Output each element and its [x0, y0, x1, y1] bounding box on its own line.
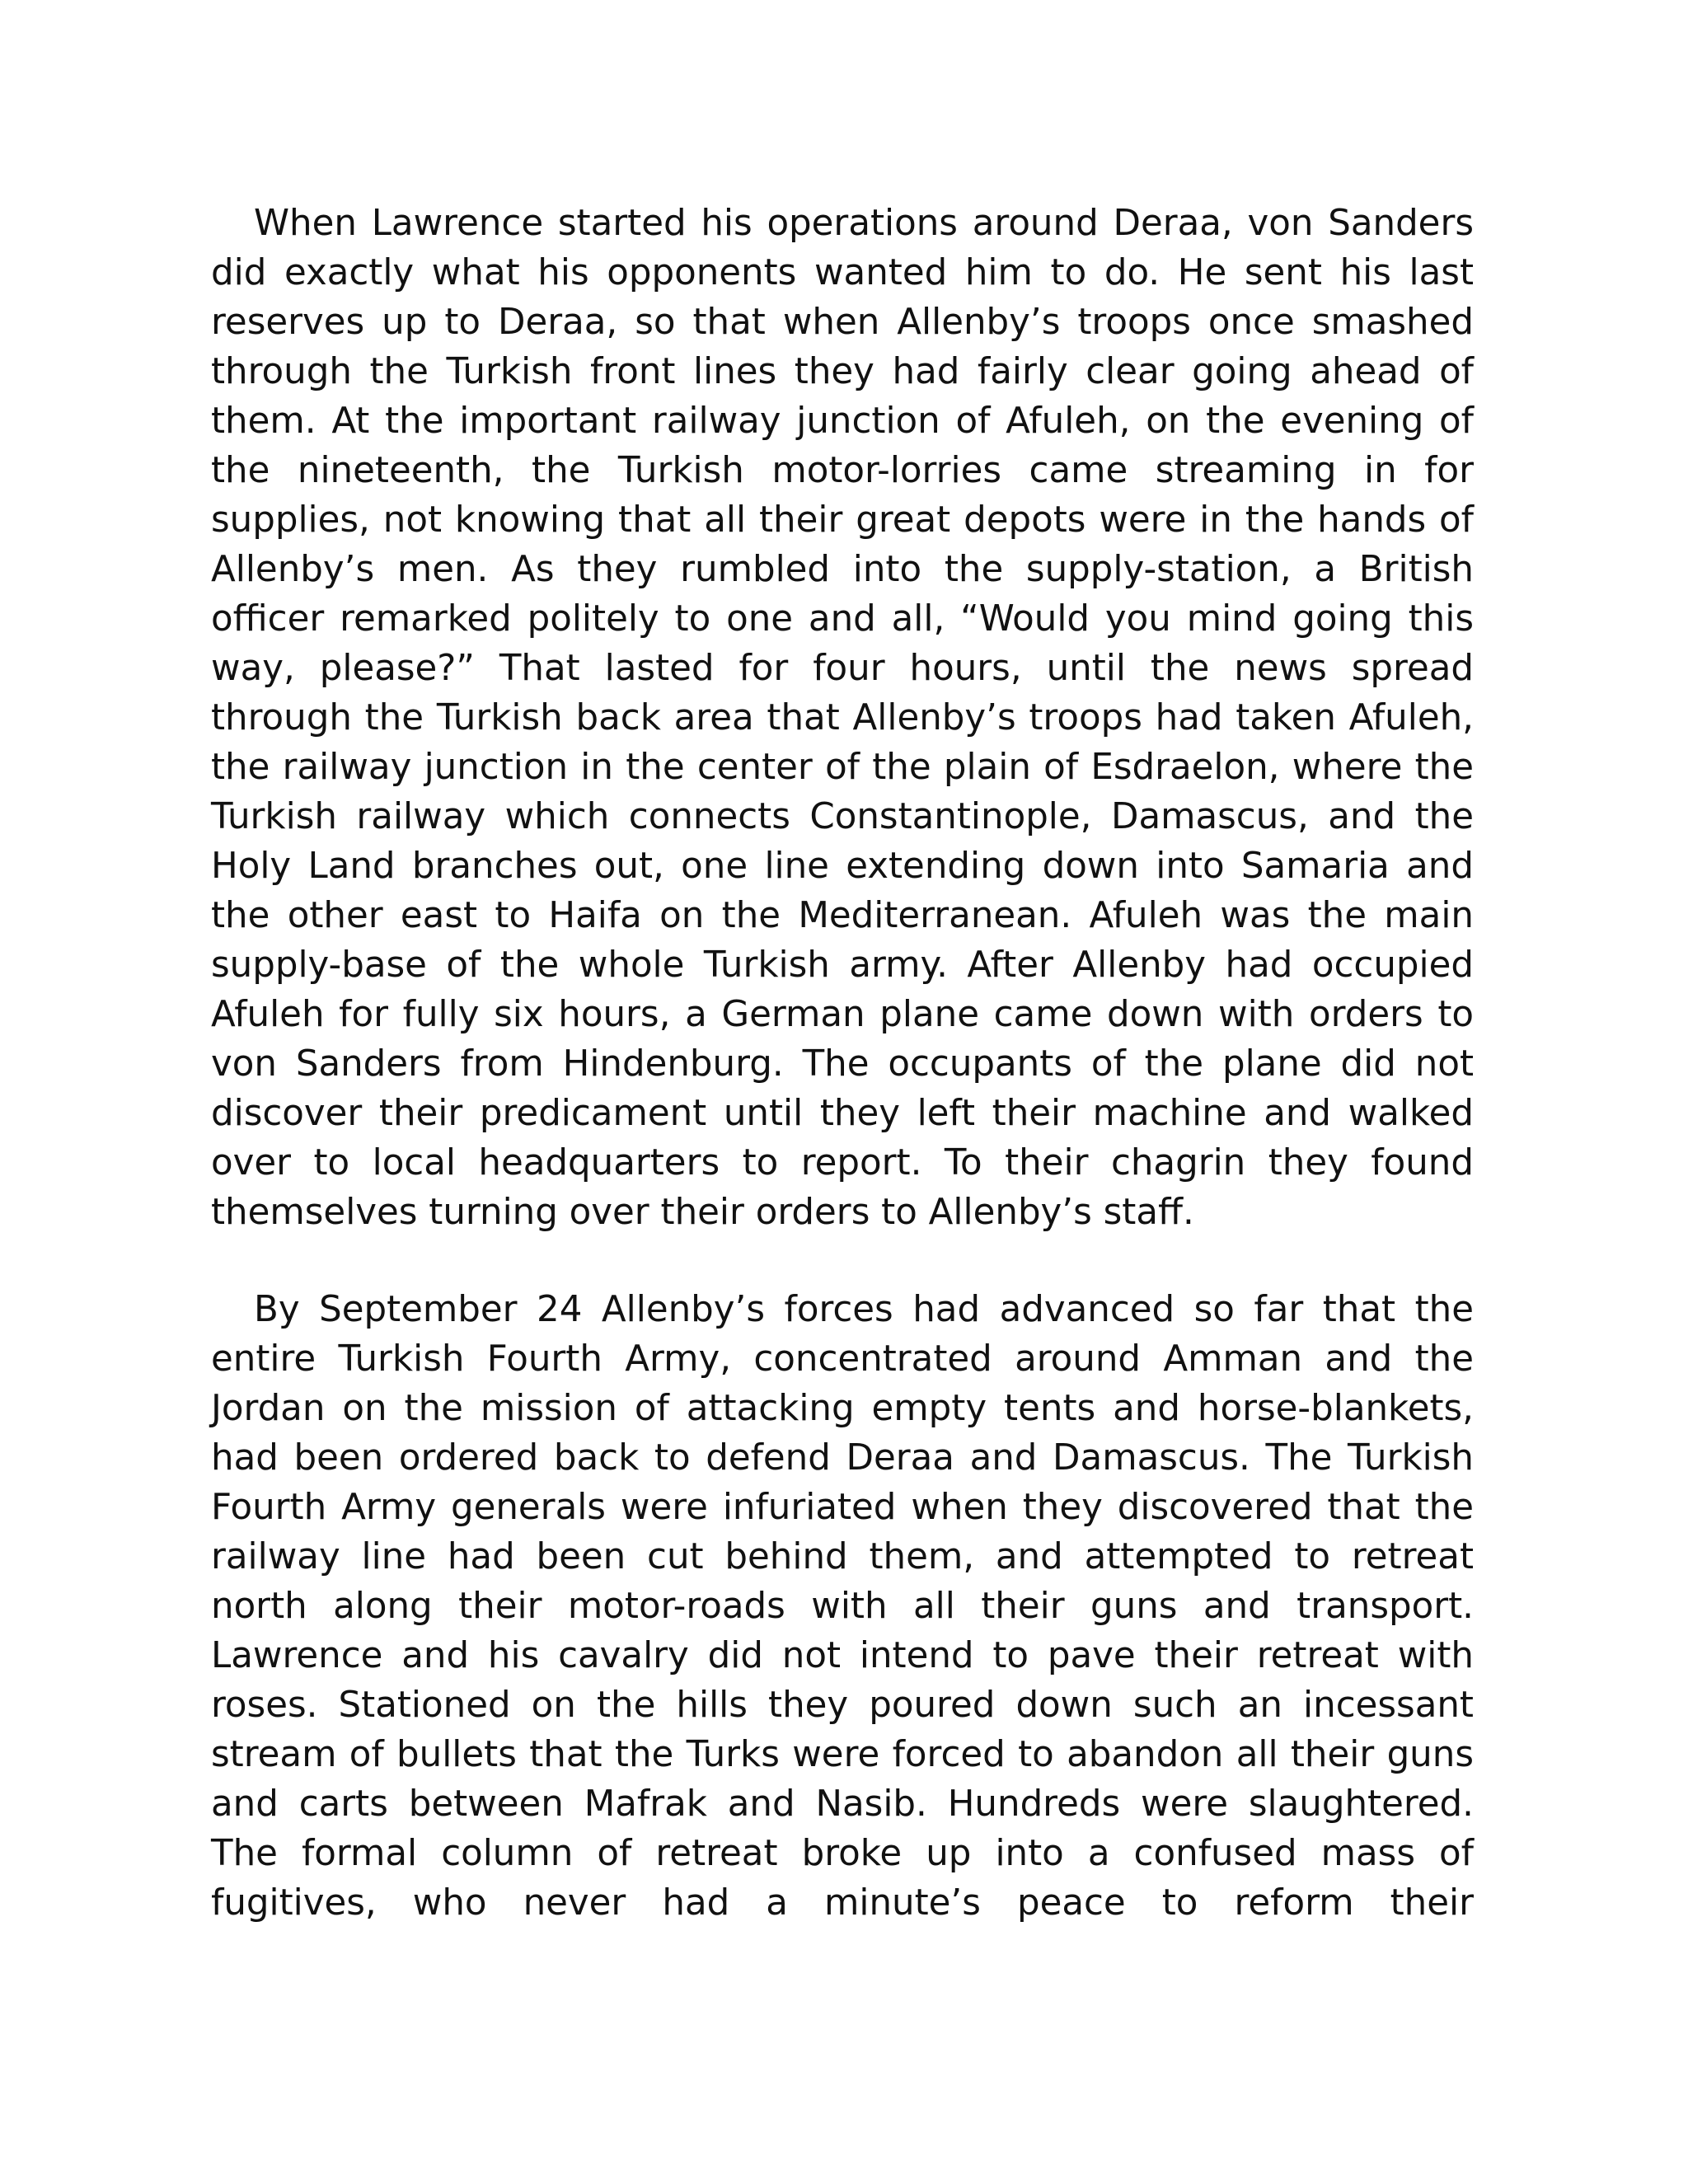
- paragraph-2: By September 24 Allenby’s forces had advanced so far that the entire Turkish Fourth Army, concentrated around Amman and the Jordan on the mission of attacking empty tents and horse-blankets, had been ordered back to defend Deraa and Damascus. The Turkish Fourth Army generals were infuriated when they discovered that the railway line had been cut behind them, and attempted to retreat north along their motor-roads with all their guns and transport. Lawrence and his cavalry did not intend to pave their retreat with roses. Stationed on the hills they poured down such an incessant stream of bullets that the Turks were forced to abandon all their guns and carts between Mafrak and Nasib. Hundreds were slaughtered. The formal column of retreat broke up into a confused mass of fugitives, who never had a minute’s peace to reform their: [211, 1289, 1474, 1924]
- body-text: [211, 199, 1474, 1928]
- paragraph-1: When Lawrence started his operations around Deraa, von Sanders did exactly what his opponents wanted him to do. He sent his last reserves up to Deraa, so that when Allenby’s troops once smashed through the Turkish front lines they had fairly clear going ahead of them. At the important railway junction of Afuleh, on the evening of the nineteenth, the Turkish motor-lorries came streaming in for supplies, not knowing that all their great depots were in the hands of Allenby’s men. As they rumbled into the supply-station, a British officer remarked politely to one and all, “Would you mind going this way, please?” That lasted for four hours, until the news spread through the Turkish back area that Allenby’s troops had taken Afuleh, the railway junction in the center of the plain of Esdraelon, where the Turkish railway which connects Constantinople, Damascus, and the Holy Land branches out, one line extending down into Samaria and the other east to Haifa on the Mediterranean. Afuleh was the main supply-base of the whole Turkish army. After Allenby had occupied Afuleh for fully six hours, a German plane came down with orders to von Sanders from Hindenburg. The occupants of the plane did not discover their predicament until they left their machine and walked over to local headquarters to report. To their chagrin they found themselves turning over their orders to Allenby’s staff.: [211, 203, 1474, 1233]
